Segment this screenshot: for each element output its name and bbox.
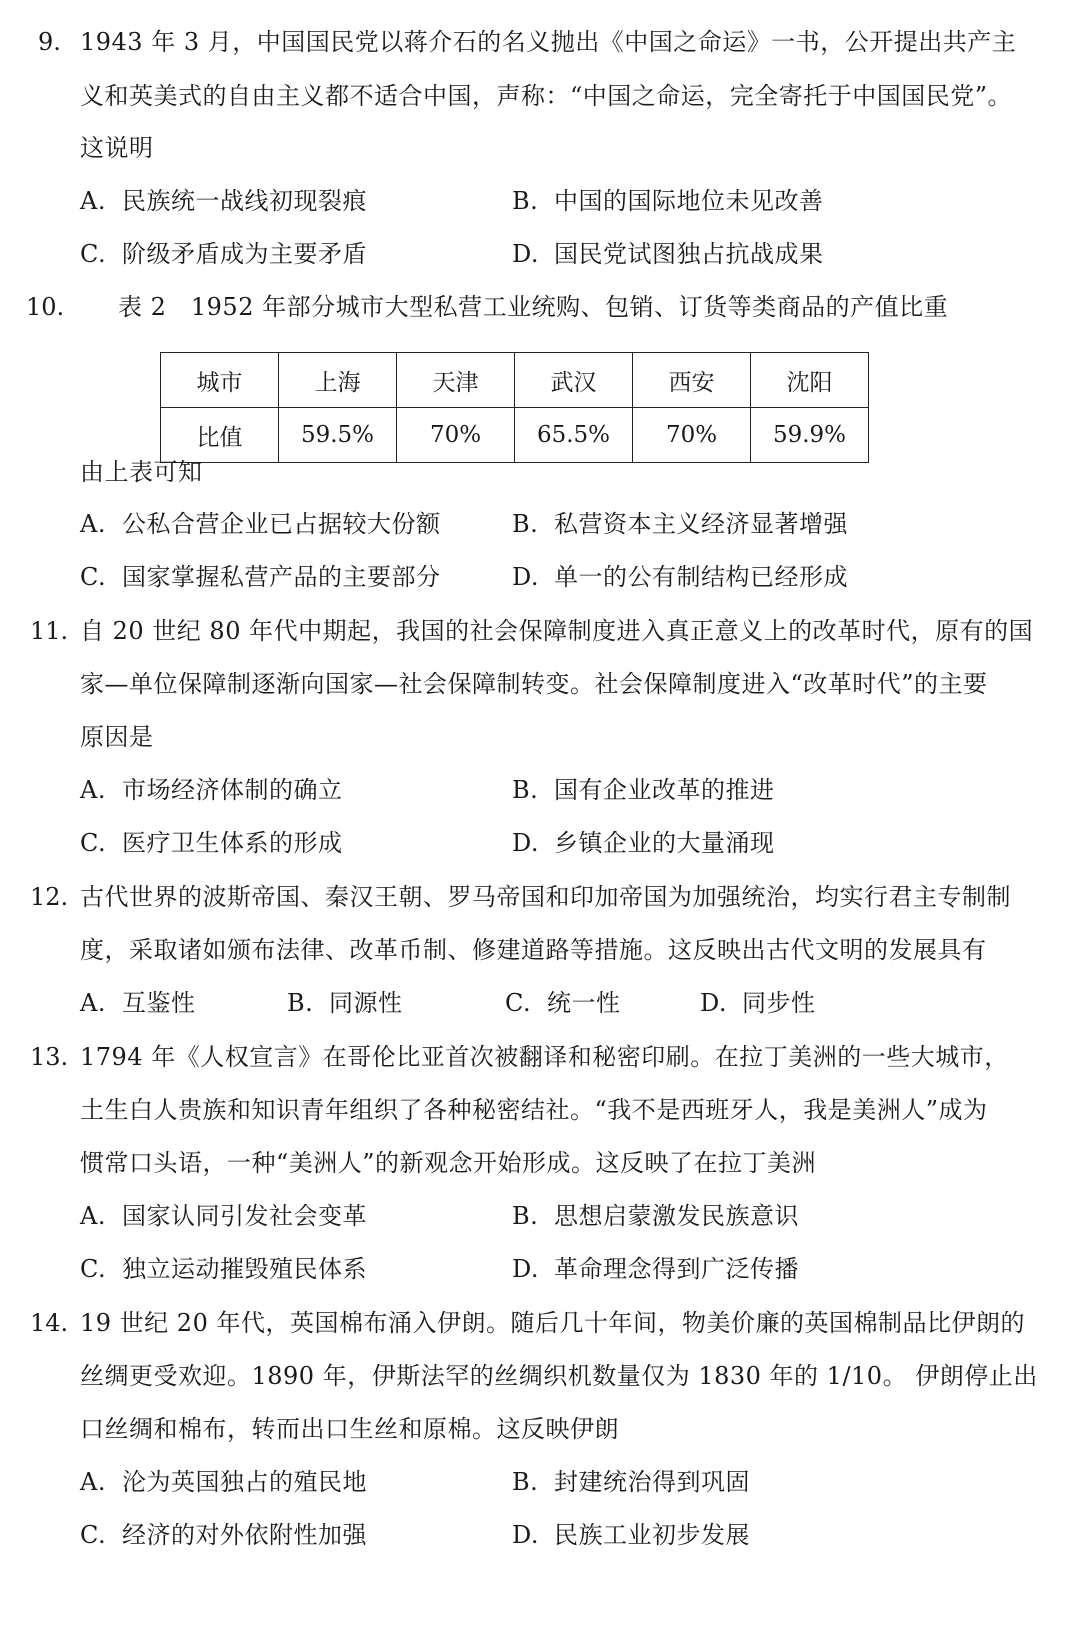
option-text: 阶级矛盾成为主要矛盾 xyxy=(122,240,367,268)
option-text: 民族工业初步发展 xyxy=(554,1521,750,1549)
option-letter: D. xyxy=(700,989,728,1017)
question-stem-line: 度，采取诸如颁布法律、改革币制、修建道路等措施。这反映出古代文明的发展具有 xyxy=(80,936,987,964)
option-text: 独立运动摧毁殖民体系 xyxy=(122,1255,367,1283)
question-stem-line: 1943 年 3 月，中国国民党以蒋介石的名义抛出《中国之命运》一书，公开提出共产主 xyxy=(80,28,1017,56)
question-stem-line: 由上表可知 xyxy=(80,458,203,486)
question-stem-line: 义和英美式的自由主义都不适合中国，声称：“中国之命运，完全寄托于中国国民党”。 xyxy=(80,82,1013,110)
option-a[interactable] xyxy=(80,988,196,1018)
option-letter: D. xyxy=(512,240,540,268)
question-number: 14. xyxy=(30,1309,69,1337)
table-cell: 武汉 xyxy=(515,353,633,408)
table-cell: 65.5% xyxy=(515,408,633,463)
option-text: 思想启蒙激发民族意识 xyxy=(554,1202,799,1230)
option-a[interactable] xyxy=(80,186,367,216)
question-stem-line: 惯常口头语，一种“美洲人”的新观念开始形成。这反映了在拉丁美洲 xyxy=(80,1149,817,1177)
table-row xyxy=(161,408,869,463)
option-c[interactable] xyxy=(505,988,621,1018)
option-text: 经济的对外依附性加强 xyxy=(122,1521,367,1549)
option-letter: B. xyxy=(512,187,539,215)
question-stem-line: 古代世界的波斯帝国、秦汉王朝、罗马帝国和印加帝国为加强统治，均实行君主专制制 xyxy=(80,883,1011,911)
option-letter: B. xyxy=(512,1468,539,1496)
option-letter: C. xyxy=(80,1521,107,1549)
option-text: 同步性 xyxy=(742,989,816,1017)
option-c[interactable] xyxy=(80,239,367,269)
option-letter: B. xyxy=(287,989,314,1017)
option-d[interactable] xyxy=(512,1254,799,1284)
option-letter: B. xyxy=(512,1202,539,1230)
option-letter: B. xyxy=(512,510,539,538)
option-letter: D. xyxy=(512,1521,540,1549)
option-letter: A. xyxy=(80,776,106,804)
option-a[interactable] xyxy=(80,1201,367,1231)
option-letter: C. xyxy=(505,989,532,1017)
question-number: 13. xyxy=(30,1043,69,1071)
option-text: 互鉴性 xyxy=(122,989,196,1017)
option-d[interactable] xyxy=(512,562,848,592)
option-text: 同源性 xyxy=(329,989,403,1017)
option-b[interactable] xyxy=(287,988,403,1018)
option-text: 国家掌握私营产品的主要部分 xyxy=(122,563,441,591)
option-c[interactable] xyxy=(80,562,441,592)
option-c[interactable] xyxy=(80,1520,367,1550)
option-letter: A. xyxy=(80,1202,106,1230)
option-text: 公私合营企业已占据较大份额 xyxy=(122,510,441,538)
option-letter: A. xyxy=(80,510,106,538)
option-b[interactable] xyxy=(512,1467,750,1497)
option-b[interactable] xyxy=(512,775,775,805)
option-letter: A. xyxy=(80,1468,106,1496)
option-a[interactable] xyxy=(80,1467,367,1497)
table-cell: 比值 xyxy=(161,408,279,463)
question-stem-line: 家—单位保障制逐渐向国家—社会保障制转变。社会保障制度进入“改革时代”的主要 xyxy=(80,670,988,698)
option-d[interactable] xyxy=(700,988,816,1018)
option-letter: D. xyxy=(512,1255,540,1283)
table-cell: 70% xyxy=(633,408,751,463)
table-cell: 城市 xyxy=(161,353,279,408)
question-stem-line: 原因是 xyxy=(80,723,154,751)
question-stem-line: 土生白人贵族和知识青年组织了各种秘密结社。“我不是西班牙人，我是美洲人”成为 xyxy=(80,1096,988,1124)
option-text: 统一性 xyxy=(547,989,621,1017)
option-a[interactable] xyxy=(80,509,441,539)
option-c[interactable] xyxy=(80,1254,367,1284)
option-text: 国家认同引发社会变革 xyxy=(122,1202,367,1230)
option-letter: C. xyxy=(80,240,107,268)
option-a[interactable] xyxy=(80,775,343,805)
option-text: 封建统治得到巩固 xyxy=(554,1468,750,1496)
option-letter: C. xyxy=(80,563,107,591)
option-d[interactable] xyxy=(512,1520,750,1550)
question-stem-line: 1794 年《人权宣言》在哥伦比亚首次被翻译和秘密印刷。在拉丁美洲的一些大城市， xyxy=(80,1043,1009,1071)
option-letter: D. xyxy=(512,829,540,857)
option-text: 中国的国际地位未见改善 xyxy=(554,187,824,215)
option-letter: A. xyxy=(80,187,106,215)
question-stem-line: 丝绸更受欢迎。1890 年，伊斯法罕的丝绸织机数量仅为 1830 年的 1/10。 伊朗停止出 xyxy=(80,1362,1038,1390)
option-b[interactable] xyxy=(512,1201,799,1231)
option-text: 市场经济体制的确立 xyxy=(122,776,343,804)
option-text: 乡镇企业的大量涌现 xyxy=(554,829,775,857)
table-caption: 表 2 1952 年部分城市大型私营工业统购、包销、订货等类商品的产值比重 xyxy=(118,293,949,321)
question-stem-line: 这说明 xyxy=(80,134,154,162)
option-d[interactable] xyxy=(512,828,775,858)
question-number: 9. xyxy=(38,28,61,56)
table-header-row xyxy=(161,353,869,408)
option-text: 民族统一战线初现裂痕 xyxy=(122,187,367,215)
table-cell: 59.9% xyxy=(751,408,869,463)
question-stem-line: 19 世纪 20 年代，英国棉布涌入伊朗。随后几十年间，物美价廉的英国棉制品比伊朗的 xyxy=(80,1309,1025,1337)
table-cell: 西安 xyxy=(633,353,751,408)
data-table xyxy=(160,352,869,463)
option-c[interactable] xyxy=(80,828,343,858)
table-cell: 上海 xyxy=(279,353,397,408)
question-stem-line: 口丝绸和棉布，转而出口生丝和原棉。这反映伊朗 xyxy=(80,1415,619,1443)
option-text: 国有企业改革的推进 xyxy=(554,776,775,804)
option-text: 沦为英国独占的殖民地 xyxy=(122,1468,367,1496)
option-d[interactable] xyxy=(512,239,824,269)
option-text: 医疗卫生体系的形成 xyxy=(122,829,343,857)
question-number: 10. xyxy=(26,293,65,321)
table-cell: 沈阳 xyxy=(751,353,869,408)
table-cell: 59.5% xyxy=(279,408,397,463)
option-letter: D. xyxy=(512,563,540,591)
option-letter: A. xyxy=(80,989,106,1017)
option-text: 国民党试图独占抗战成果 xyxy=(554,240,824,268)
option-text: 私营资本主义经济显著增强 xyxy=(554,510,848,538)
table-cell: 70% xyxy=(397,408,515,463)
option-letter: B. xyxy=(512,776,539,804)
option-letter: C. xyxy=(80,829,107,857)
option-b[interactable] xyxy=(512,186,824,216)
option-b[interactable] xyxy=(512,509,848,539)
question-stem-line: 自 20 世纪 80 年代中期起，我国的社会保障制度进入真正意义上的改革时代，原有的国 xyxy=(80,617,1034,645)
option-letter: C. xyxy=(80,1255,107,1283)
table-cell: 天津 xyxy=(397,353,515,408)
question-number: 12. xyxy=(30,883,69,911)
question-number: 11. xyxy=(30,617,69,645)
option-text: 单一的公有制结构已经形成 xyxy=(554,563,848,591)
option-text: 革命理念得到广泛传播 xyxy=(554,1255,799,1283)
